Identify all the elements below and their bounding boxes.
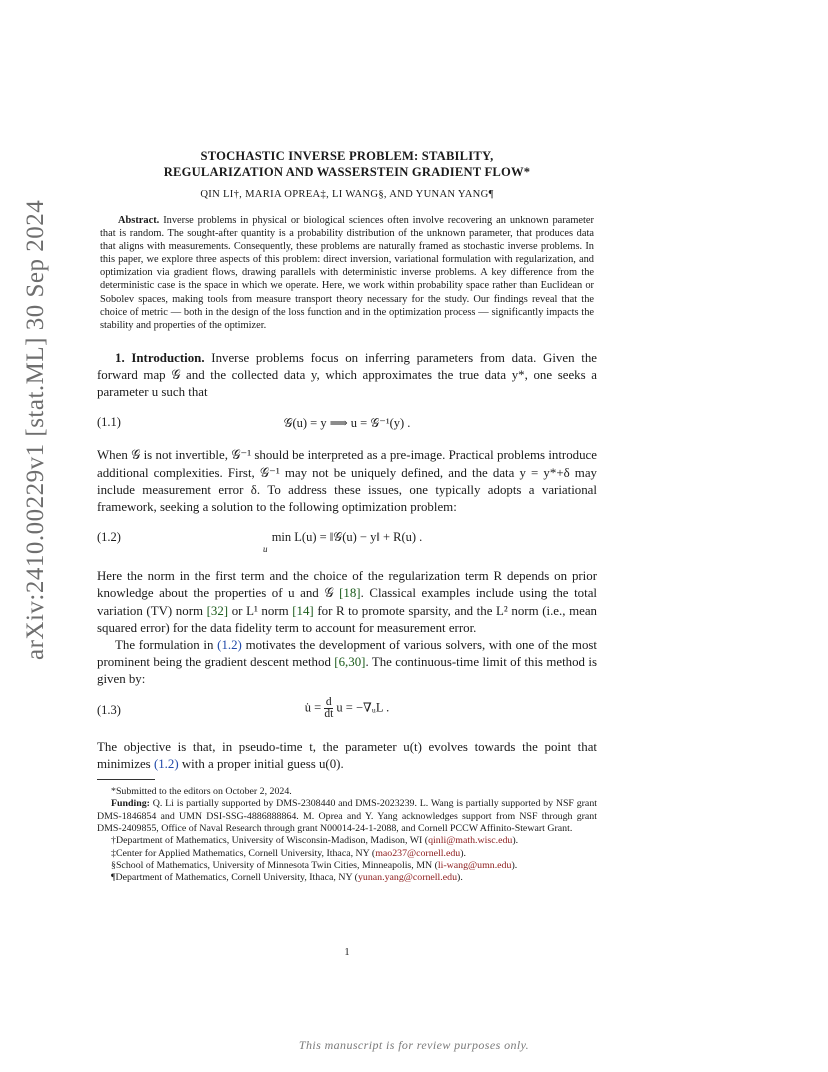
intro-paragraph-1 xyxy=(97,350,597,402)
equation-1-2-subscript: u xyxy=(263,544,268,555)
fn-ddagger-text: ‡Center for Applied Mathematics, Cornell University, Ithaca, NY ( xyxy=(111,847,376,859)
footnote-funding xyxy=(97,798,597,835)
p4-text-b: motivates the development of various solvers, with one of the most prominent being the gradient descent method xyxy=(97,638,597,670)
paragraph-2 xyxy=(97,447,597,516)
footnote-rule xyxy=(97,779,155,780)
fn-pilcrow-text: ¶Department of Mathematics, Cornell University, Ithaca, NY ( xyxy=(111,872,358,884)
citation-32[interactable]: [32] xyxy=(206,603,229,618)
equation-1-3-fraction xyxy=(324,697,333,720)
intro-text: Inverse problems focus on inferring parameters from data. Given the forward map 𝒢 and the collected data y, which approximates the true data y*, one seeks a parameter u such that xyxy=(97,350,597,400)
footnote-dagger xyxy=(97,835,597,847)
footnote-section xyxy=(97,860,597,872)
fn-pilcrow-close: ). xyxy=(457,872,463,884)
equation-1-3-right: u = −∇ᵤL . xyxy=(336,700,390,715)
abstract-text: Inverse problems in physical or biological sciences often involve recovering an unknown parameter that is random. The sought-after quantity is a probability distribution of the unknown parameter, that produces data that aligns with measurements. Consequently, these problems are naturally framed as stochastic inverse problems. In this paper, we explore three aspects of this problem: direct inversion, variational formulation with regularization, and optimization via gradient flows, drawing parallels with deterministic inverse problems. A key difference from the deterministic case is the space in which we operate. Here, we work within probability space rather than Euclidean or Sobolev spaces, making tools from measure transport theory necessary for the study. Our findings reveal that the choice of metric — both in the design of the loss function and in the optimization process — significantly impacts the stability and properties of the optimizer. xyxy=(100,215,594,331)
p5-text-a: The objective is that, in pseudo-time t, the parameter u(t) evolves towards the point that minimizes xyxy=(97,739,597,771)
equation-1-3-left: u̇ = xyxy=(304,700,322,715)
email-link-liwang[interactable]: li-wang@umn.edu xyxy=(437,859,512,871)
equation-1-2 xyxy=(97,528,597,556)
paper-body xyxy=(97,148,597,884)
p4-text-a: The formulation in xyxy=(115,638,218,653)
fn-ddagger-close: ). xyxy=(460,847,467,859)
fraction-denominator: dt xyxy=(324,707,334,720)
p4-text-d: . The continuous-time limit of this method is given by: xyxy=(97,655,597,687)
paragraph-2-text: When 𝒢 is not invertible, 𝒢⁻¹ should be interpreted as a pre-image. Practical problems introduce additional complexities. First, 𝒢⁻¹ may not be uniquely defined, and the data y = y*+δ may include measurement error δ. To address these issues, one typically adopts a variational framework, seeking a solution to the following optimization problem: xyxy=(97,448,597,515)
funding-text: Q. Li is partially supported by DMS-2308440 and DMS-2023239. L. Wang is partially supported by NSF grant DMS-1846854 and UMN DSI-SSG-4886888864. M. Oprea and Y. Yang acknowledges support from NSF through grant DMS-2409855, Office of Naval Research through grant N00014-24-1-2088, and Cornell PCCW Affinito-Stewart Grant. xyxy=(97,798,597,834)
p3-text-d: for R to promote sparsity, and the L² norm (i.e., mean squared error) for the data fidelity term to account for measurement error. xyxy=(97,603,597,635)
equation-ref-1-2[interactable]: (1.2) xyxy=(217,638,242,653)
equation-ref-1-2-b[interactable]: (1.2) xyxy=(153,756,179,771)
abstract-label: Abstract. xyxy=(118,215,160,226)
paragraph-3 xyxy=(97,568,597,688)
review-footer: This manuscript is for review purposes only. xyxy=(298,1038,530,1052)
funding-label: Funding: xyxy=(111,798,150,810)
footnote-ddagger xyxy=(97,848,597,860)
footnotes xyxy=(97,786,597,884)
section-heading: 1. Introduction. xyxy=(115,350,205,365)
footnote-pilcrow xyxy=(97,872,597,884)
citation-18[interactable]: [18] xyxy=(339,586,361,601)
equation-1-2-number: (1.2) xyxy=(97,530,121,545)
fn-section-text: §School of Mathematics, University of Minnesota Twin Cities, Minneapolis, MN ( xyxy=(111,859,438,871)
citation-14[interactable]: [14] xyxy=(292,603,314,618)
fraction-numerator: d xyxy=(325,695,332,708)
author-list: QIN LI†, MARIA OPREA‡, LI WANG§, AND YUNAN YANG¶ xyxy=(200,189,494,200)
title-line-2: REGULARIZATION AND WASSERSTEIN GRADIENT FLOW* xyxy=(163,165,531,179)
equation-1-3-number: (1.3) xyxy=(97,702,121,717)
p5-text-b: with a proper initial guess u(0). xyxy=(178,756,344,771)
page-number: 1 xyxy=(344,947,350,958)
fn-dagger-close: ). xyxy=(512,835,519,847)
title-line-1: STOCHASTIC INVERSE PROBLEM: STABILITY, xyxy=(200,149,494,163)
equation-1-3-body xyxy=(97,697,597,720)
equation-1-1 xyxy=(97,413,597,435)
paper-title xyxy=(97,148,597,180)
paragraph-5 xyxy=(97,739,597,773)
equation-1-2-text: min L(u) = ‖𝒢(u) − y‖ + R(u) . xyxy=(271,530,423,545)
fn-section-close: ). xyxy=(511,859,518,871)
equation-1-2-body xyxy=(97,530,597,555)
email-link-yunan[interactable]: yunan.yang@cornell.edu xyxy=(357,872,458,884)
equation-1-1-number: (1.1) xyxy=(97,415,121,430)
arxiv-side-stamp: arXiv:2410.00229v1 [stat.ML] 30 Sep 2024 xyxy=(22,199,49,660)
p3-text-c: or L¹ norm xyxy=(228,603,293,618)
email-link-qinli[interactable]: qinli@math.wisc.edu xyxy=(428,835,513,847)
citation-6-30[interactable]: [6,30] xyxy=(334,655,366,670)
p3-text-b: . Classical examples include using the total variation (TV) norm xyxy=(97,586,597,618)
email-link-mao[interactable]: mao237@cornell.edu xyxy=(375,847,461,859)
p3-text-a: Here the norm in the first term and the choice of the regularization term R depends on prior knowledge about the properties of u and 𝒢 xyxy=(97,569,597,601)
equation-1-3 xyxy=(97,697,597,727)
footnote-submitted: *Submitted to the editors on October 2, 2024. xyxy=(111,786,292,798)
fn-dagger-text: †Department of Mathematics, University of Wisconsin-Madison, Madison, WI ( xyxy=(111,835,429,847)
abstract xyxy=(100,214,594,332)
equation-1-1-body: 𝒢(u) = y ⟹ u = 𝒢⁻¹(y) . xyxy=(283,416,411,431)
